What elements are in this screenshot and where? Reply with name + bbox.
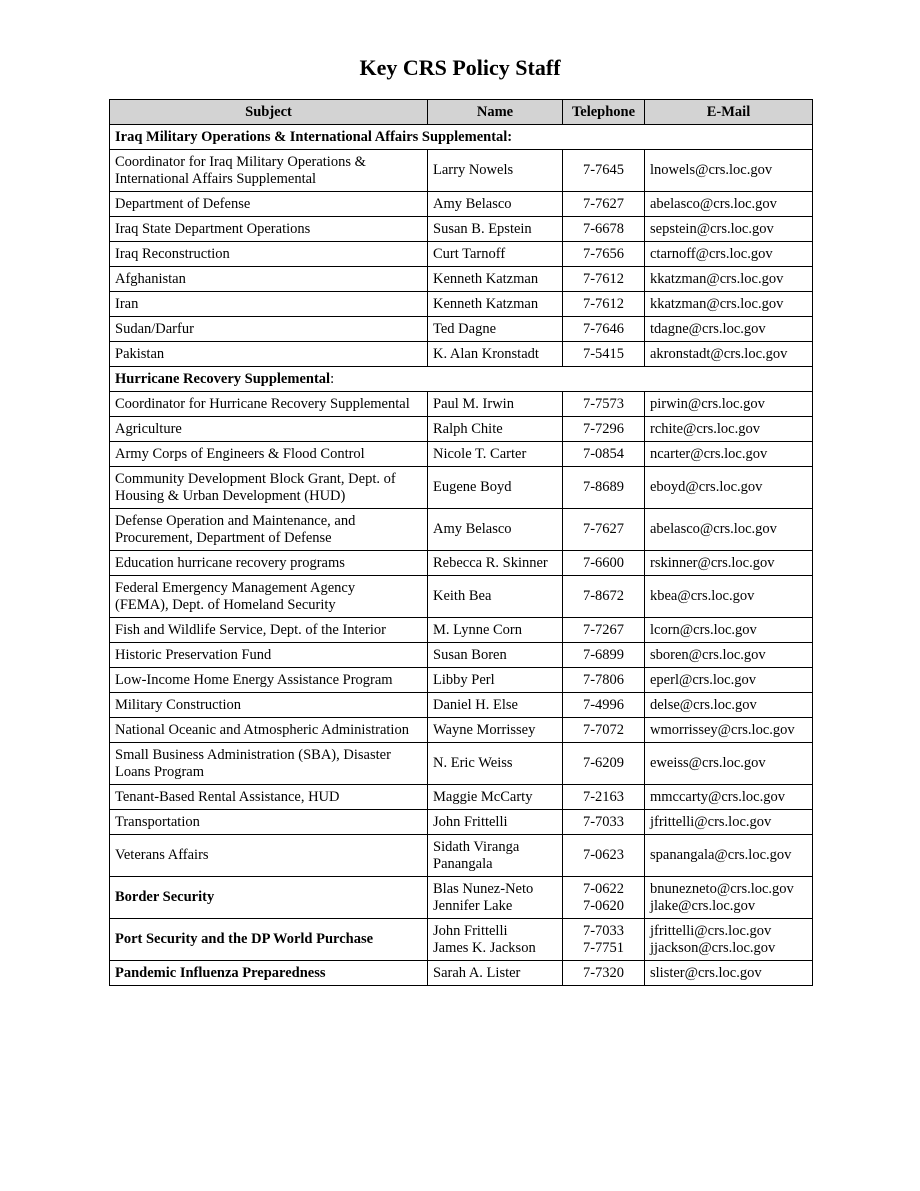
page-title: Key CRS Policy Staff [359, 55, 561, 80]
subject-cell-line: Afghanistan [115, 270, 186, 287]
telephone-cell-line: 7-5415 [582, 345, 625, 362]
telephone-cell-line: 7-7267 [582, 621, 625, 638]
name-cell [428, 961, 563, 986]
email-cell [645, 150, 813, 192]
table-row [110, 317, 813, 342]
subject-cell-line: Army Corps of Engineers & Flood Control [115, 445, 365, 462]
email-cell-line: bnunezneto@crs.loc.gov [650, 880, 794, 897]
subject-cell-line: Department of Defense [115, 195, 251, 212]
table-row [110, 961, 813, 986]
email-cell [645, 785, 813, 810]
telephone-cell [563, 242, 645, 267]
name-cell-line: Panangala [433, 855, 493, 872]
telephone-cell-line: 7-7612 [582, 295, 625, 312]
telephone-cell [563, 317, 645, 342]
email-cell-line: eperl@crs.loc.gov [650, 671, 756, 688]
email-cell-line: sepstein@crs.loc.gov [650, 220, 774, 237]
name-cell [428, 342, 563, 367]
subject-cell [110, 417, 428, 442]
name-cell-line: Ralph Chite [433, 420, 503, 437]
subject-cell [110, 668, 428, 693]
name-cell-line: Blas Nunez-Neto [433, 880, 534, 897]
header-subject: Subject [110, 100, 428, 125]
table-row [110, 718, 813, 743]
subject-cell-line: Federal Emergency Management Agency [115, 579, 356, 596]
email-cell [645, 267, 813, 292]
section-heading-colon: : [330, 370, 335, 387]
subject-cell-line: Iraq State Department Operations [115, 220, 311, 237]
telephone-cell [563, 551, 645, 576]
email-cell [645, 576, 813, 618]
subject-cell-line: Small Business Administration (SBA), Disaster [115, 746, 391, 763]
subject-cell-line: Transportation [115, 813, 200, 830]
table-row [110, 877, 813, 919]
name-cell [428, 743, 563, 785]
telephone-cell-line: 7-7612 [582, 270, 625, 287]
subject-cell-line: Pandemic Influenza Preparedness [115, 964, 326, 981]
name-cell-line: Susan B. Epstein [433, 220, 532, 237]
subject-cell-line: Community Development Block Grant, Dept. of [115, 470, 396, 487]
telephone-cell-line: 7-7646 [582, 320, 625, 337]
email-cell [645, 217, 813, 242]
telephone-cell [563, 292, 645, 317]
telephone-cell [563, 417, 645, 442]
email-cell-line: pirwin@crs.loc.gov [650, 395, 765, 412]
name-cell-line: Amy Belasco [433, 195, 512, 212]
name-cell [428, 417, 563, 442]
telephone-cell [563, 618, 645, 643]
staff-table [109, 99, 813, 986]
email-cell [645, 317, 813, 342]
email-cell-line: eweiss@crs.loc.gov [650, 755, 766, 771]
section-heading-iraq: Iraq Military Operations & International Affairs Supplemental: [110, 125, 813, 150]
subject-cell-line: Sudan/Darfur [115, 320, 194, 337]
name-cell-line: Sarah A. Lister [433, 964, 521, 981]
name-cell [428, 551, 563, 576]
email-cell-line: jjackson@crs.loc.gov [650, 939, 776, 956]
header-name: Name [428, 100, 563, 125]
table-row [110, 743, 813, 785]
telephone-cell [563, 718, 645, 743]
subject-cell [110, 392, 428, 417]
subject-cell [110, 877, 428, 919]
email-cell-line: lcorn@crs.loc.gov [650, 621, 757, 638]
email-cell-line: jfrittelli@crs.loc.gov [650, 922, 772, 939]
email-cell [645, 417, 813, 442]
name-cell-line: N. Eric Weiss [433, 755, 513, 771]
table-row [110, 576, 813, 618]
table-row [110, 693, 813, 718]
name-cell-line: Curt Tarnoff [433, 245, 506, 262]
section-row-iraq [110, 125, 813, 150]
table-row [110, 618, 813, 643]
subject-cell [110, 342, 428, 367]
subject-cell [110, 217, 428, 242]
telephone-cell [563, 150, 645, 192]
name-cell-line: Wayne Morrissey [433, 721, 536, 738]
telephone-cell [563, 668, 645, 693]
telephone-cell-line: 7-0620 [582, 897, 625, 914]
email-cell-line: rskinner@crs.loc.gov [650, 554, 775, 571]
name-cell-line: Keith Bea [433, 588, 492, 604]
telephone-cell-line: 7-7320 [582, 964, 625, 981]
telephone-cell [563, 342, 645, 367]
name-cell [428, 668, 563, 693]
email-cell-line: kbea@crs.loc.gov [650, 588, 755, 604]
subject-cell [110, 919, 428, 961]
email-cell-line: ncarter@crs.loc.gov [650, 445, 768, 462]
telephone-cell-line: 7-7627 [582, 521, 625, 537]
header-telephone: Telephone [563, 100, 645, 125]
table-row [110, 217, 813, 242]
email-cell-line: lnowels@crs.loc.gov [650, 162, 773, 178]
subject-cell-line: Tenant-Based Rental Assistance, HUD [115, 788, 340, 805]
subject-cell [110, 509, 428, 551]
subject-cell [110, 576, 428, 618]
name-cell [428, 267, 563, 292]
name-cell [428, 509, 563, 551]
email-cell-line: kkatzman@crs.loc.gov [650, 270, 784, 287]
table-row [110, 267, 813, 292]
telephone-cell [563, 192, 645, 217]
subject-cell-line: Veterans Affairs [115, 847, 209, 863]
email-cell-line: akronstadt@crs.loc.gov [650, 345, 788, 362]
name-cell-line: Daniel H. Else [433, 696, 518, 713]
telephone-cell-line: 7-7033 [582, 813, 625, 830]
subject-cell [110, 467, 428, 509]
name-cell [428, 718, 563, 743]
subject-cell-line: Military Construction [115, 696, 242, 713]
table-row [110, 342, 813, 367]
email-cell-line: ctarnoff@crs.loc.gov [650, 245, 773, 262]
telephone-cell-line: 7-6209 [582, 755, 625, 771]
telephone-cell [563, 392, 645, 417]
table-row [110, 150, 813, 192]
telephone-cell-line: 7-2163 [582, 788, 625, 805]
subject-cell [110, 551, 428, 576]
email-cell [645, 643, 813, 668]
subject-cell [110, 442, 428, 467]
email-cell [645, 392, 813, 417]
header-email: E-Mail [645, 100, 813, 125]
email-cell-line: slister@crs.loc.gov [650, 964, 762, 981]
table-row [110, 392, 813, 417]
table-row [110, 810, 813, 835]
email-cell [645, 618, 813, 643]
email-cell [645, 442, 813, 467]
subject-cell [110, 835, 428, 877]
subject-cell-line: Loans Program [115, 763, 204, 780]
subject-cell [110, 292, 428, 317]
name-cell-line: Libby Perl [433, 671, 495, 688]
email-cell-line: abelasco@crs.loc.gov [650, 195, 777, 212]
subject-cell-line: International Affairs Supplemental [115, 170, 317, 187]
subject-cell-line: Agriculture [115, 420, 182, 437]
email-cell-line: kkatzman@crs.loc.gov [650, 295, 784, 312]
table-row [110, 442, 813, 467]
telephone-cell-line: 7-7656 [582, 245, 625, 262]
telephone-cell-line: 7-8689 [582, 479, 625, 495]
subject-cell-line: Fish and Wildlife Service, Dept. of the Interior [115, 621, 386, 638]
table-row [110, 467, 813, 509]
name-cell [428, 192, 563, 217]
name-cell-line: Ted Dagne [433, 320, 496, 337]
name-cell [428, 693, 563, 718]
subject-cell-line: Iraq Reconstruction [115, 245, 230, 262]
name-cell [428, 292, 563, 317]
telephone-cell-line: 7-6678 [582, 220, 625, 237]
subject-cell [110, 785, 428, 810]
email-cell-line: tdagne@crs.loc.gov [650, 320, 766, 337]
name-cell [428, 242, 563, 267]
email-cell [645, 877, 813, 919]
telephone-cell [563, 442, 645, 467]
table-row [110, 192, 813, 217]
name-cell [428, 643, 563, 668]
name-cell [428, 467, 563, 509]
header-row [110, 100, 813, 125]
telephone-cell-line: 7-7033 [582, 922, 625, 939]
name-cell [428, 835, 563, 877]
email-cell-line: eboyd@crs.loc.gov [650, 479, 763, 495]
name-cell-line: Larry Nowels [433, 162, 514, 178]
name-cell-line: M. Lynne Corn [433, 621, 523, 638]
telephone-cell [563, 919, 645, 961]
subject-cell [110, 618, 428, 643]
name-cell [428, 442, 563, 467]
email-cell [645, 342, 813, 367]
name-cell-line: Kenneth Katzman [433, 270, 539, 287]
table-row [110, 835, 813, 877]
email-cell-line: sboren@crs.loc.gov [650, 646, 766, 663]
telephone-cell-line: 7-4996 [582, 696, 625, 713]
email-cell-line: spanangala@crs.loc.gov [650, 847, 792, 863]
telephone-cell-line: 7-8672 [582, 588, 625, 604]
email-cell [645, 242, 813, 267]
subject-cell [110, 810, 428, 835]
subject-cell [110, 192, 428, 217]
table-row [110, 919, 813, 961]
subject-cell-line: Low-Income Home Energy Assistance Program [115, 671, 393, 688]
email-cell [645, 292, 813, 317]
name-cell-line: Susan Boren [433, 646, 507, 663]
name-cell-line: Nicole T. Carter [433, 445, 527, 462]
email-cell [645, 668, 813, 693]
subject-cell-line: Defense Operation and Maintenance, and [115, 512, 356, 529]
name-cell [428, 785, 563, 810]
telephone-cell-line: 7-0854 [582, 445, 625, 462]
telephone-cell [563, 693, 645, 718]
email-cell [645, 743, 813, 785]
subject-cell-line: Education hurricane recovery programs [115, 554, 345, 571]
table-body [110, 125, 813, 986]
name-cell-line: Maggie McCarty [433, 788, 533, 805]
name-cell-line: Eugene Boyd [433, 479, 512, 495]
subject-cell-line: Iran [115, 295, 139, 312]
subject-cell-line: (FEMA), Dept. of Homeland Security [115, 596, 336, 613]
name-cell [428, 576, 563, 618]
email-cell-line: delse@crs.loc.gov [650, 696, 757, 713]
telephone-cell-line: 7-7296 [582, 420, 625, 437]
table-row [110, 668, 813, 693]
subject-cell-line: Coordinator for Hurricane Recovery Supplemental [115, 395, 410, 412]
subject-cell [110, 718, 428, 743]
table-row [110, 643, 813, 668]
email-cell [645, 919, 813, 961]
subject-cell-line: Border Security [115, 889, 215, 905]
subject-cell-line: National Oceanic and Atmospheric Administration [115, 721, 409, 738]
subject-cell [110, 150, 428, 192]
table-row [110, 551, 813, 576]
name-cell [428, 810, 563, 835]
name-cell [428, 392, 563, 417]
telephone-cell-line: 7-6899 [582, 646, 625, 663]
subject-cell [110, 242, 428, 267]
table-row [110, 417, 813, 442]
subject-cell [110, 961, 428, 986]
telephone-cell-line: 7-0622 [582, 880, 625, 897]
telephone-cell-line: 7-7751 [582, 939, 625, 956]
subject-cell [110, 693, 428, 718]
telephone-cell [563, 785, 645, 810]
telephone-cell-line: 7-6600 [582, 554, 625, 571]
name-cell-line: John Frittelli [433, 922, 508, 939]
subject-cell-line: Housing & Urban Development (HUD) [115, 487, 346, 504]
name-cell-line: James K. Jackson [433, 939, 536, 956]
name-cell-line: Rebecca R. Skinner [433, 554, 548, 571]
name-cell-line: Kenneth Katzman [433, 295, 539, 312]
email-cell [645, 192, 813, 217]
email-cell [645, 835, 813, 877]
telephone-cell-line: 7-0623 [582, 847, 625, 863]
telephone-cell [563, 877, 645, 919]
name-cell [428, 919, 563, 961]
telephone-cell [563, 810, 645, 835]
subject-cell-line: Procurement, Department of Defense [115, 529, 332, 546]
email-cell-line: mmccarty@crs.loc.gov [650, 788, 785, 805]
section-row-hurricane [110, 367, 813, 392]
telephone-cell [563, 576, 645, 618]
telephone-cell [563, 267, 645, 292]
telephone-cell-line: 7-7806 [582, 671, 625, 688]
subject-cell [110, 317, 428, 342]
telephone-cell-line: 7-7627 [582, 195, 625, 212]
telephone-cell [563, 467, 645, 509]
section-heading-hurricane-text: Hurricane Recovery Supplemental [115, 370, 331, 387]
table-row [110, 785, 813, 810]
name-cell [428, 150, 563, 192]
telephone-cell [563, 509, 645, 551]
telephone-cell-line: 7-7072 [582, 721, 625, 738]
section-heading-hurricane [110, 367, 813, 392]
table-row [110, 292, 813, 317]
telephone-cell [563, 217, 645, 242]
subject-cell-line: Pakistan [115, 345, 165, 362]
name-cell [428, 217, 563, 242]
telephone-cell-line: 7-7645 [582, 162, 625, 178]
name-cell-line: John Frittelli [433, 813, 508, 830]
email-cell [645, 693, 813, 718]
email-cell-line: jfrittelli@crs.loc.gov [650, 813, 772, 830]
email-cell-line: jlake@crs.loc.gov [650, 897, 756, 914]
email-cell-line: rchite@crs.loc.gov [650, 420, 760, 437]
email-cell [645, 467, 813, 509]
subject-cell-line: Historic Preservation Fund [115, 646, 272, 663]
email-cell [645, 718, 813, 743]
email-cell [645, 810, 813, 835]
subject-cell [110, 643, 428, 668]
name-cell-line: Amy Belasco [433, 521, 512, 537]
subject-cell-line: Port Security and the DP World Purchase [115, 931, 374, 947]
name-cell-line: Sidath Viranga [433, 838, 520, 855]
table-row [110, 242, 813, 267]
name-cell [428, 877, 563, 919]
name-cell [428, 618, 563, 643]
email-cell-line: wmorrissey@crs.loc.gov [650, 721, 795, 738]
table-row [110, 509, 813, 551]
subject-cell [110, 267, 428, 292]
telephone-cell [563, 643, 645, 668]
name-cell [428, 317, 563, 342]
name-cell-line: Jennifer Lake [433, 897, 513, 914]
name-cell-line: Paul M. Irwin [433, 395, 514, 412]
subject-cell [110, 743, 428, 785]
name-cell-line: K. Alan Kronstadt [433, 345, 539, 362]
telephone-cell-line: 7-7573 [582, 395, 625, 412]
subject-cell-line: Coordinator for Iraq Military Operations & [115, 153, 366, 170]
email-cell [645, 551, 813, 576]
telephone-cell [563, 835, 645, 877]
email-cell-line: abelasco@crs.loc.gov [650, 521, 777, 537]
email-cell [645, 961, 813, 986]
email-cell [645, 509, 813, 551]
telephone-cell [563, 743, 645, 785]
telephone-cell [563, 961, 645, 986]
